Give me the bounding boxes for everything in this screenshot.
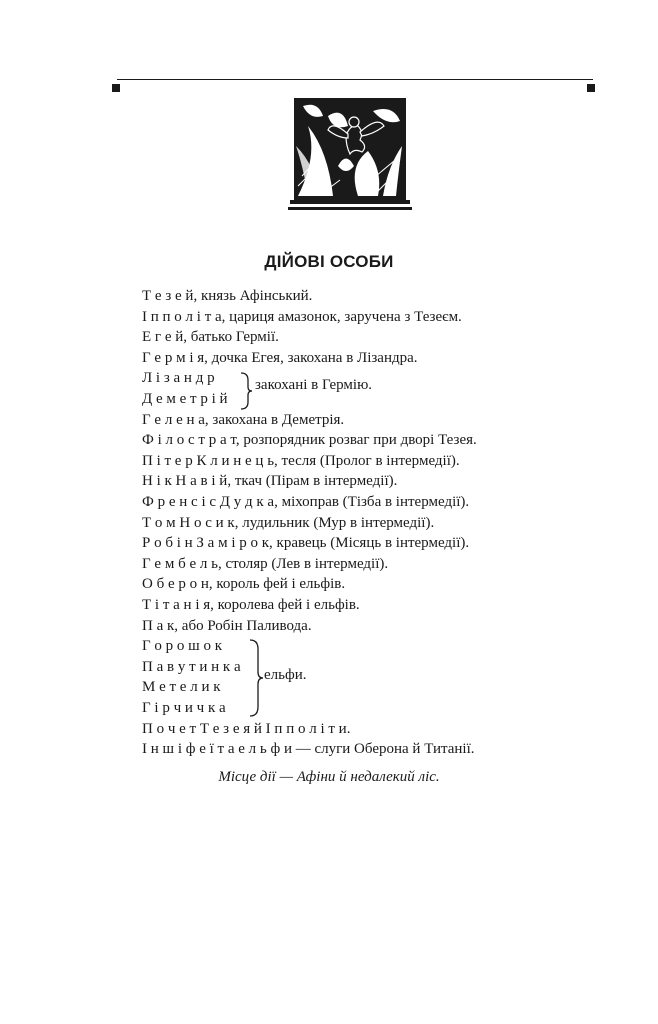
fairy-woodcut-icon [288, 96, 412, 216]
character-description: , король фей і ельфів. [208, 576, 346, 593]
character-description: , лудильник (Мур в інтермедії). [234, 514, 435, 531]
character-name: Р о б і н З а м і р о к [142, 535, 270, 552]
character-name: М е т е л и к [142, 679, 221, 696]
character-description: , або Робін Паливода. [174, 617, 312, 634]
header-square-left [112, 84, 120, 92]
character-line [142, 657, 241, 677]
character-name: Г е м б е л ь [142, 555, 218, 572]
character-name: Т і т а н і я [142, 597, 211, 613]
character-name: П о ч е т Т е з е я й І п п о л і т и [142, 720, 347, 737]
character-description: , князь Афінський. [193, 288, 313, 304]
character-description: , королева фей і ельфів. [210, 597, 360, 613]
character-line [142, 513, 434, 533]
lovers-brace-label: закохані в Гермію. [255, 377, 373, 393]
character-name: І п п о л і т а [142, 308, 222, 325]
page-title: ДІЙОВІ ОСОБИ [264, 252, 394, 271]
character-description: , дочка Егея, закохана в Лізандра. [204, 349, 418, 366]
character-line [142, 739, 475, 759]
character-description: — слуги Оберона й Титанії. [291, 741, 475, 758]
character-line [142, 286, 312, 306]
character-line [142, 327, 279, 347]
character-line [142, 595, 360, 615]
character-name: Г о р о ш о к [142, 638, 223, 655]
character-line [142, 554, 388, 574]
character-name: П а в у т и н к а [142, 658, 241, 675]
character-description: , цариця амазонок, заручена з Тезеєм. [221, 308, 462, 325]
character-description: , кравець (Місяць в інтермедії). [269, 535, 470, 552]
character-name: Д е м е т р і й [142, 391, 228, 407]
character-description: , столяр (Лев в інтермедії). [217, 555, 389, 572]
character-name: І н ш і ф е ї т а е л ь ф и [142, 741, 292, 758]
character-name: Г е р м і я [142, 349, 205, 366]
character-name: О б е р о н [142, 576, 209, 593]
character-name: Г і р ч и ч к а [142, 700, 226, 716]
character-description: . [346, 720, 351, 737]
character-description: , батько Гермії. [183, 329, 279, 346]
character-line [142, 616, 312, 636]
lovers-brace [239, 372, 253, 410]
character-description: , міхоправ (Тізба в інтермедії). [274, 494, 470, 510]
character-line [142, 533, 469, 553]
character-name: П і т е р К л и н е ц ь [142, 452, 275, 469]
character-name: Н і к Н а в і й [142, 473, 228, 490]
character-line [142, 368, 215, 388]
character-description: , тесля (Пролог в інтермедії). [274, 452, 460, 469]
character-line [142, 451, 460, 471]
character-line [142, 636, 222, 656]
character-description: , ткач (Пірам в інтермедії). [227, 473, 398, 490]
character-line [142, 677, 221, 697]
character-name: Е г е й [142, 329, 184, 346]
character-line [142, 492, 469, 512]
character-line [142, 698, 226, 718]
setting-line: Місце дії — Афіни й недалекий ліс. [218, 769, 440, 785]
character-line [142, 574, 345, 594]
character-name: Т е з е й [142, 288, 194, 304]
character-name: Ф р е н с і с Д у д к а [142, 494, 275, 510]
character-description: , розпорядник розваг при дворі Тезея. [235, 432, 477, 449]
character-name: Л і з а н д р [142, 370, 215, 387]
elves-brace-label: ельфи. [264, 667, 307, 683]
character-name: Т о м Н о с и к [142, 514, 235, 531]
header-rule [117, 79, 593, 80]
elves-brace [248, 639, 264, 717]
character-line [142, 389, 228, 409]
character-line [142, 471, 397, 491]
character-line [142, 307, 462, 327]
character-line [142, 719, 350, 739]
character-description: , закохана в Деметрія. [204, 411, 345, 428]
character-name: Ф і л о с т р а т [142, 432, 236, 449]
header-square-right [587, 84, 595, 92]
character-line [142, 348, 418, 368]
character-name: П а к [142, 617, 175, 634]
character-line [142, 430, 477, 450]
character-line [142, 410, 344, 430]
character-name: Г е л е н а [142, 411, 205, 428]
